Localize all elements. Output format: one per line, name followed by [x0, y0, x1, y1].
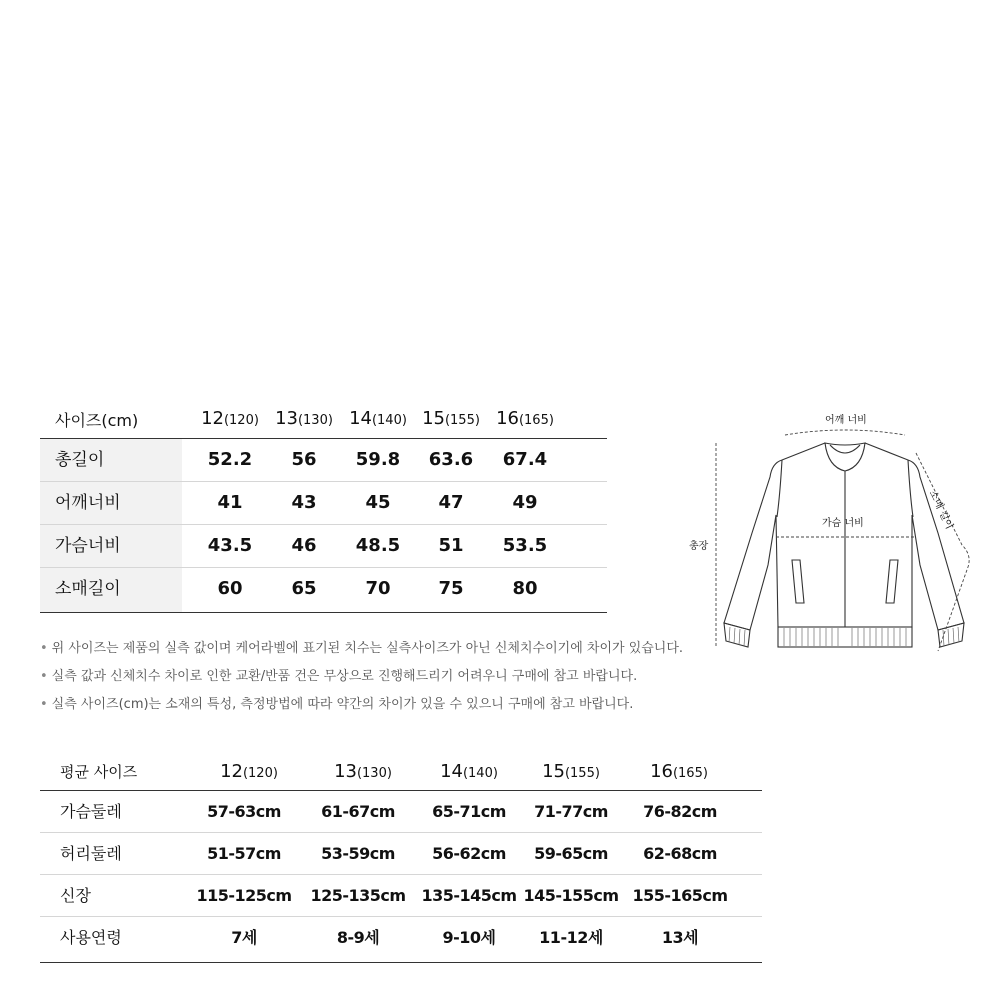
bullet-icon: •	[40, 669, 48, 684]
row-label: 소매길이	[40, 568, 182, 612]
cell-value: 63.6	[428, 449, 474, 470]
chest-width-label: 가슴 너비	[822, 518, 864, 529]
table-row	[40, 525, 607, 568]
cell-value: 67.4	[502, 449, 548, 470]
table-row	[40, 833, 762, 875]
note-item: • 실측 값과 신체치수 차이로 인한 교환/반품 건은 무상으로 진행해드리기 어려우니 구매에 참고 바랍니다.	[40, 669, 638, 684]
cell-value: 76-82cm	[643, 802, 717, 821]
average-size-table	[40, 754, 762, 963]
avg-table-header-label: 평균 사이즈	[60, 763, 138, 781]
cell-value: 145-155cm	[523, 886, 619, 905]
table-row	[40, 875, 762, 917]
sleeve-length-label: 소매 길이	[926, 488, 955, 532]
cell-value: 59-65cm	[534, 844, 608, 863]
cell-value: 53-59cm	[321, 844, 395, 863]
cell-value: 56	[291, 449, 317, 470]
avg-table-header	[40, 754, 762, 791]
cell-value: 46	[291, 535, 317, 556]
cell-value: 57-63cm	[207, 802, 281, 821]
cell-value: 9-10세	[442, 928, 496, 947]
cell-value: 13세	[661, 928, 699, 947]
bullet-icon: •	[40, 697, 48, 712]
cell-value: 11-12세	[539, 928, 603, 947]
cell-value: 71-77cm	[534, 802, 608, 821]
table-row	[40, 917, 762, 963]
size-table-header-label: 사이즈(cm)	[55, 411, 139, 430]
cell-value: 48.5	[355, 535, 401, 556]
cell-value: 80	[512, 578, 538, 599]
avg-col-13: 13(130)	[334, 761, 392, 782]
cell-value: 56-62cm	[432, 844, 506, 863]
avg-col-16: 16(165)	[650, 761, 708, 782]
size-col-15: 15(155)	[422, 408, 480, 429]
avg-col-14: 14(140)	[440, 761, 498, 782]
row-label: 사용연령	[60, 928, 122, 947]
row-label: 가슴둘레	[60, 802, 122, 821]
shoulder-width-label: 어깨 너비	[825, 415, 867, 426]
cell-value: 51-57cm	[207, 844, 281, 863]
size-col-12: 12(120)	[201, 408, 259, 429]
cell-value: 41	[217, 492, 243, 513]
jacket-measurement-diagram	[680, 405, 980, 665]
cell-value: 43.5	[207, 535, 253, 556]
cell-value: 61-67cm	[321, 802, 395, 821]
table-row	[40, 568, 607, 613]
cell-value: 52.2	[207, 449, 253, 470]
cell-value: 49	[512, 492, 538, 513]
cell-value: 155-165cm	[632, 886, 728, 905]
cell-value: 125-135cm	[310, 886, 406, 905]
cell-value: 43	[291, 492, 317, 513]
cell-value: 53.5	[502, 535, 548, 556]
jacket-outline-icon	[680, 405, 980, 665]
cell-value: 45	[365, 492, 391, 513]
note-item: • 실측 사이즈(cm)는 소재의 특성, 측정방법에 따라 약간의 차이가 있을 수 있으니 구매에 참고 바랍니다.	[40, 697, 634, 712]
table-row	[40, 482, 607, 525]
cell-value: 115-125cm	[196, 886, 292, 905]
cell-value: 65-71cm	[432, 802, 506, 821]
cell-value: 62-68cm	[643, 844, 717, 863]
avg-col-15: 15(155)	[542, 761, 600, 782]
row-label: 신장	[60, 886, 91, 905]
cell-value: 70	[365, 578, 391, 599]
row-label: 허리둘레	[60, 844, 122, 863]
cell-value: 51	[438, 535, 464, 556]
cell-value: 65	[291, 578, 317, 599]
total-length-label: 총장	[689, 541, 709, 552]
size-table	[40, 402, 607, 613]
size-col-16: 16(165)	[496, 408, 554, 429]
note-item: • 위 사이즈는 제품의 실측 값이며 케어라벨에 표기된 치수는 실측사이즈가 아닌 신체치수이기에 차이가 있습니다.	[40, 641, 684, 656]
size-notes	[40, 638, 684, 722]
table-row	[40, 791, 762, 833]
row-label: 총길이	[40, 439, 182, 481]
cell-value: 75	[438, 578, 464, 599]
cell-value: 47	[438, 492, 464, 513]
table-row	[40, 439, 607, 482]
cell-value: 8-9세	[336, 928, 380, 947]
cell-value: 135-145cm	[421, 886, 517, 905]
avg-col-12: 12(120)	[220, 761, 278, 782]
cell-value: 59.8	[355, 449, 401, 470]
size-col-14: 14(140)	[349, 408, 407, 429]
cell-value: 60	[217, 578, 243, 599]
row-label: 어깨너비	[40, 482, 182, 524]
size-table-header	[40, 402, 607, 439]
row-label: 가슴너비	[40, 525, 182, 567]
bullet-icon: •	[40, 641, 48, 656]
cell-value: 7세	[231, 928, 257, 947]
size-col-13: 13(130)	[275, 408, 333, 429]
